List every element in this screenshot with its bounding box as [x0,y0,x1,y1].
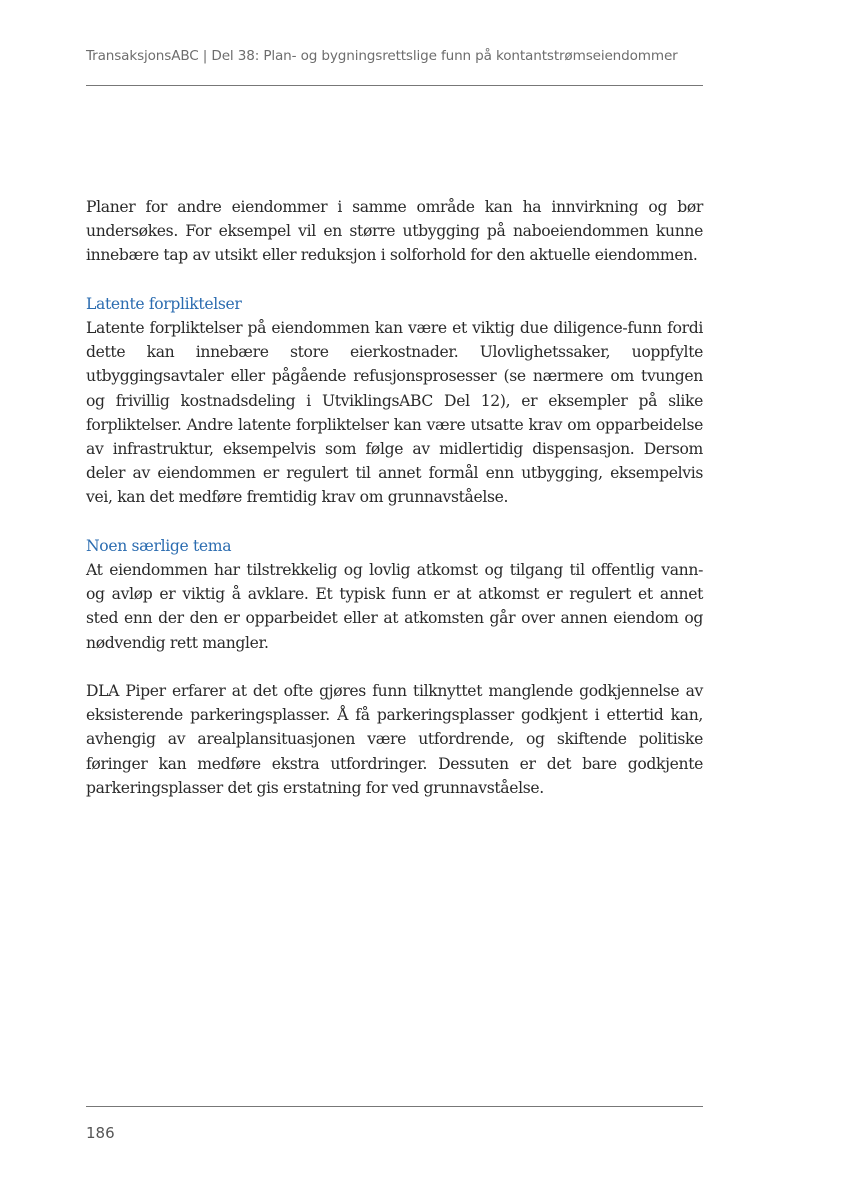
section-heading-latent-obligations: Latente forpliktelser [86,294,242,313]
page-number: 186 [86,1124,115,1142]
header-divider [86,85,703,86]
intro-paragraph: Planer for andre eiendommer i samme område kan ha innvirkning og bør undersøkes. For eksempel vil en større utbygging på naboeiendommen kunne innebære tap av utsikt eller reduksjon i solforhold for den aktuelle eiendommen. [86,198,703,265]
footer-divider [86,1106,703,1107]
section-special-themes [86,534,703,800]
latent-obligations-paragraph: Latente forpliktelser på eiendommen kan være et viktig due diligence-funn fordi dette kan innebære store eierkostnader. Ulovlighetssaker, uoppfylte utbyggingsavtaler eller pågående refusjonsprosesser (se nærmere om tvungen og frivillig kostnadsdeling i UtviklingsABC Del 12), er eksempler på slike forpliktelser. Andre latente forpliktelser kan være utsatte krav om opparbeidelse av infrastruktur, eksempelvis som følge av midlertidig dispensasjon. Dersom deler av eiendommen er regulert til annet formål enn utbygging, eksempelvis vei, kan det medføre fremtidig krav om grunnavståelse. [86,319,703,507]
section-latent-obligations [86,292,703,510]
section-heading-special-themes: Noen særlige tema [86,536,232,555]
running-header: TransaksjonsABC | Del 38: Plan- og bygningsrettslige funn på kontantstrømseiendommer [86,48,678,64]
access-paragraph: At eiendommen har tilstrekkelig og lovlig atkomst og tilgang til offentlig vann- og avløp er viktig å avklare. Et typisk funn er at atkomst er regulert et annet sted enn der den er opparbeidet eller at atkomsten går over annen eiendom og nødvendig rett mangler. [86,561,703,652]
page-body [86,195,703,824]
parking-paragraph: DLA Piper erfarer at det ofte gjøres funn tilknyttet manglende godkjennelse av eksisterende parkeringsplasser. Å få parkeringsplasser godkjent i ettertid kan, avhengig av arealplansituasjonen være utfordrende, og skiftende politiske føringer kan medføre ekstra utfordringer. Dessuten er det bare godkjente parkeringsplasser det gis erstatning for ved grunnavståelse. [86,682,703,797]
